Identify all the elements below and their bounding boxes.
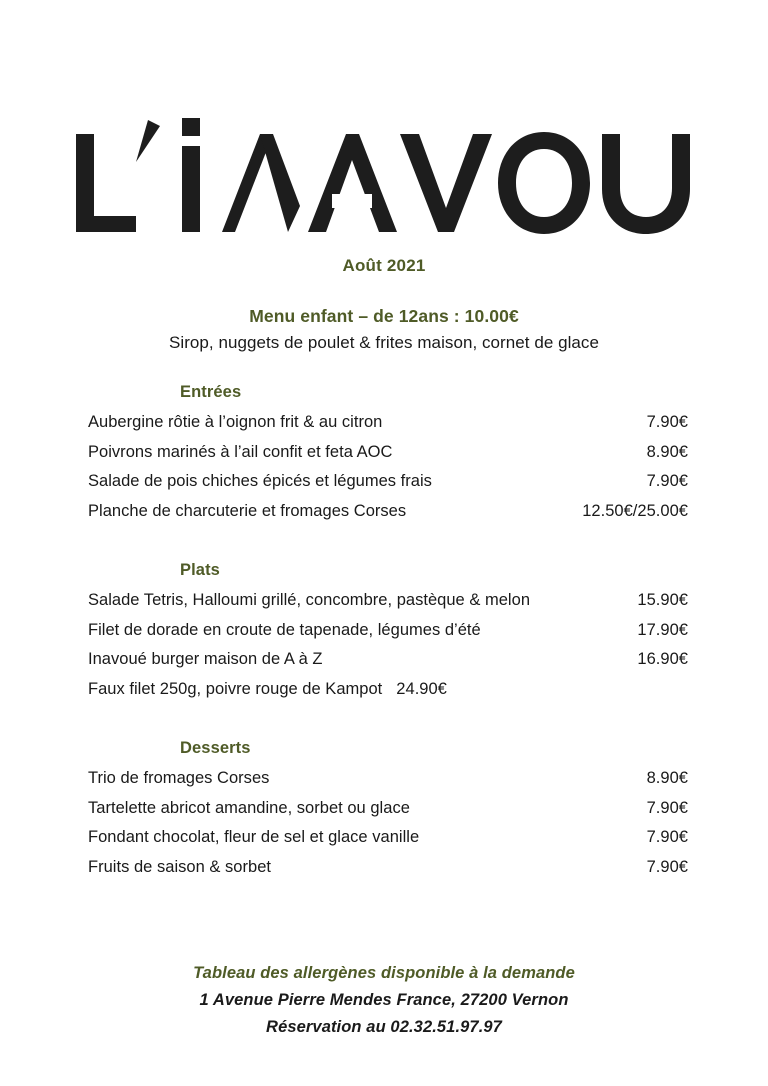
menu-item-price: 8.90€ [646,769,688,787]
menu-section-desserts [88,736,688,882]
restaurant-address: 1 Avenue Pierre Mendes France, 27200 Vernon [199,991,569,1009]
reservation-phone: Réservation au 02.32.51.97.97 [266,1018,502,1036]
menu-item-row [88,823,688,853]
menu-item-row [88,586,688,616]
restaurant-logo [0,112,768,238]
section-title: Entrées [180,383,242,401]
menu-section-plats [88,558,688,704]
menu-item-name: Filet de dorade en croute de tapenade, légumes d’été [88,620,481,639]
menu-item-name: Trio de fromages Corses [88,769,270,787]
menu-item-name: Salade de pois chiches épicés et légumes frais [88,472,432,490]
logo-letter-i-stem [182,146,200,232]
menu-item-price: 7.90€ [646,413,688,431]
section-title: Plats [180,561,220,579]
menu-item-row [88,853,688,883]
logo-letter-N-right [260,134,300,232]
logo-letter-L [76,134,136,232]
menu-item-row [88,438,688,468]
menu-item-price: 7.90€ [646,472,688,490]
menu-item-price: 7.90€ [646,857,688,876]
menu-item-name: Aubergine rôtie à l’oignon frit & au citron [88,413,383,431]
menu-item-price: 17.90€ [637,620,688,639]
menu-item-name: Fruits de saison & sorbet [88,857,271,876]
section-title: Desserts [180,739,251,757]
menu-section-entrees [88,380,688,526]
menu-item-price: 8.90€ [646,442,688,461]
logo-letter-V [400,134,492,232]
menu-item-name: Faux filet 250g, poivre rouge de Kampot [88,679,383,698]
menu-month: Août 2021 [342,256,426,275]
menu-item-name: Tartelette abricot amandine, sorbet ou glace [88,798,410,817]
menu-item-row [88,616,688,646]
menu-item-row [88,794,688,824]
menu-sections [88,380,688,882]
menu-item-name: Planche de charcuterie et fromages Corses [88,501,407,520]
menu-item-name: Salade Tetris, Halloumi grillé, concombre, pastèque & melon [88,591,531,609]
logo-wordmark-icon [74,116,694,234]
logo-letter-O [498,132,590,234]
menu-item-row [88,645,688,675]
menu-item-name: Poivrons marinés à l’ail confit et feta AOC [88,442,393,461]
logo-letter-A [308,134,397,232]
menu-item-row [88,467,688,497]
menu-item-price: 15.90€ [637,591,688,609]
menu-item-name: Inavoué burger maison de A à Z [88,650,323,668]
menu-item-row [88,497,688,527]
kids-menu-description: Sirop, nuggets de poulet & frites maison, cornet de glace [169,333,599,352]
logo-letter-U [602,134,690,234]
menu-item-row [88,764,688,794]
kids-menu-block [0,303,768,356]
menu-item-price: 24.90€ [396,679,447,698]
logo-letter-i-dot [182,118,200,136]
allergens-note: Tableau des allergènes disponible à la demande [193,964,575,982]
menu-item-name: Fondant chocolat, fleur de sel et glace vanille [88,828,420,846]
menu-item-row [88,408,688,438]
menu-footer [0,960,768,1041]
logo-letter-apostrophe [136,120,160,162]
menu-item-row [88,675,688,705]
menu-item-price: 7.90€ [646,828,688,846]
menu-item-price: 16.90€ [637,650,688,668]
menu-item-price: 7.90€ [646,798,688,817]
logo-letter-A-counter [332,194,372,208]
kids-menu-title: Menu enfant – de 12ans : 10.00€ [249,306,519,326]
menu-item-price: 12.50€/25.00€ [582,501,688,520]
